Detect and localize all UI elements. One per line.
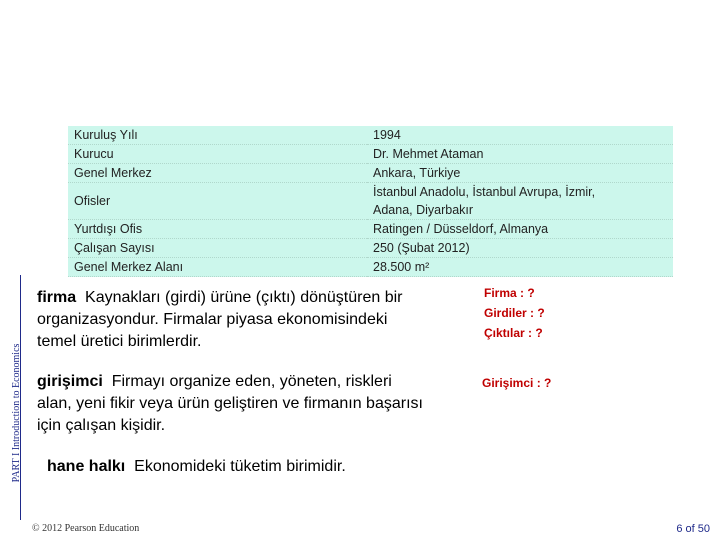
row-label: Kuruluş Yılı — [68, 126, 367, 145]
definition-line: için çalışan kişidir. — [37, 417, 166, 434]
table-row — [68, 164, 673, 183]
note-girisimci: Girişimci : ? — [482, 376, 552, 390]
note-firma: Firma : ? — [484, 286, 535, 300]
row-value-line: İstanbul Anadolu, İstanbul Avrupa, İzmir, — [373, 185, 596, 199]
definition-line: firma Kaynakları (girdi) ürüne (çıktı) dönüştüren bir — [37, 289, 403, 306]
row-value: 28.500 m² — [367, 258, 673, 277]
row-label: Kurucu — [68, 145, 367, 164]
table-row — [68, 220, 673, 239]
row-value-line: Adana, Diyarbakır — [373, 203, 474, 217]
definition-line: hane halkı Ekonomideki tüketim birimidir. — [47, 458, 346, 475]
table-row — [68, 183, 673, 220]
firma-note — [484, 283, 604, 343]
definition-term: firma — [37, 289, 77, 306]
row-label: Genel Merkez — [68, 164, 367, 183]
row-value: Ankara, Türkiye — [367, 164, 673, 183]
note-girdiler: Girdiler : ? — [484, 306, 545, 320]
row-value — [367, 183, 673, 220]
row-value: Ratingen / Düsseldorf, Almanya — [367, 220, 673, 239]
table-row — [68, 239, 673, 258]
row-value: 250 (Şubat 2012) — [367, 239, 673, 258]
definition-term: girişimci — [37, 373, 103, 390]
table-row — [68, 258, 673, 277]
page-number: 6 of 50 — [676, 523, 710, 535]
definition-line: organizasyondur. Firmalar piyasa ekonomisindeki — [37, 311, 388, 328]
definition-girisimci — [37, 371, 477, 437]
copyright: © 2012 Pearson Education — [32, 523, 140, 534]
part-label: PART I Introduction to Economics — [11, 343, 22, 483]
table-row — [68, 126, 673, 145]
row-label: Yurtdışı Ofis — [68, 220, 367, 239]
definition-line: girişimci Firmayı organize eden, yöneten, riskleri — [37, 373, 392, 390]
row-value: 1994 — [367, 126, 673, 145]
definition-line: alan, yeni fikir veya ürün geliştiren ve firmanın başarısı — [37, 395, 423, 412]
definition-term: hane halkı — [47, 458, 126, 475]
row-label: Genel Merkez Alanı — [68, 258, 367, 277]
definition-line: temel üretici birimlerdir. — [37, 333, 202, 350]
row-label: Ofisler — [68, 183, 367, 220]
table-row — [68, 145, 673, 164]
company-info-table — [68, 126, 673, 277]
row-label: Çalışan Sayısı — [68, 239, 367, 258]
note-ciktilar: Çıktılar : ? — [484, 326, 543, 340]
definition-hane — [47, 456, 447, 478]
row-value: Dr. Mehmet Ataman — [367, 145, 673, 164]
definition-firma — [37, 287, 467, 353]
